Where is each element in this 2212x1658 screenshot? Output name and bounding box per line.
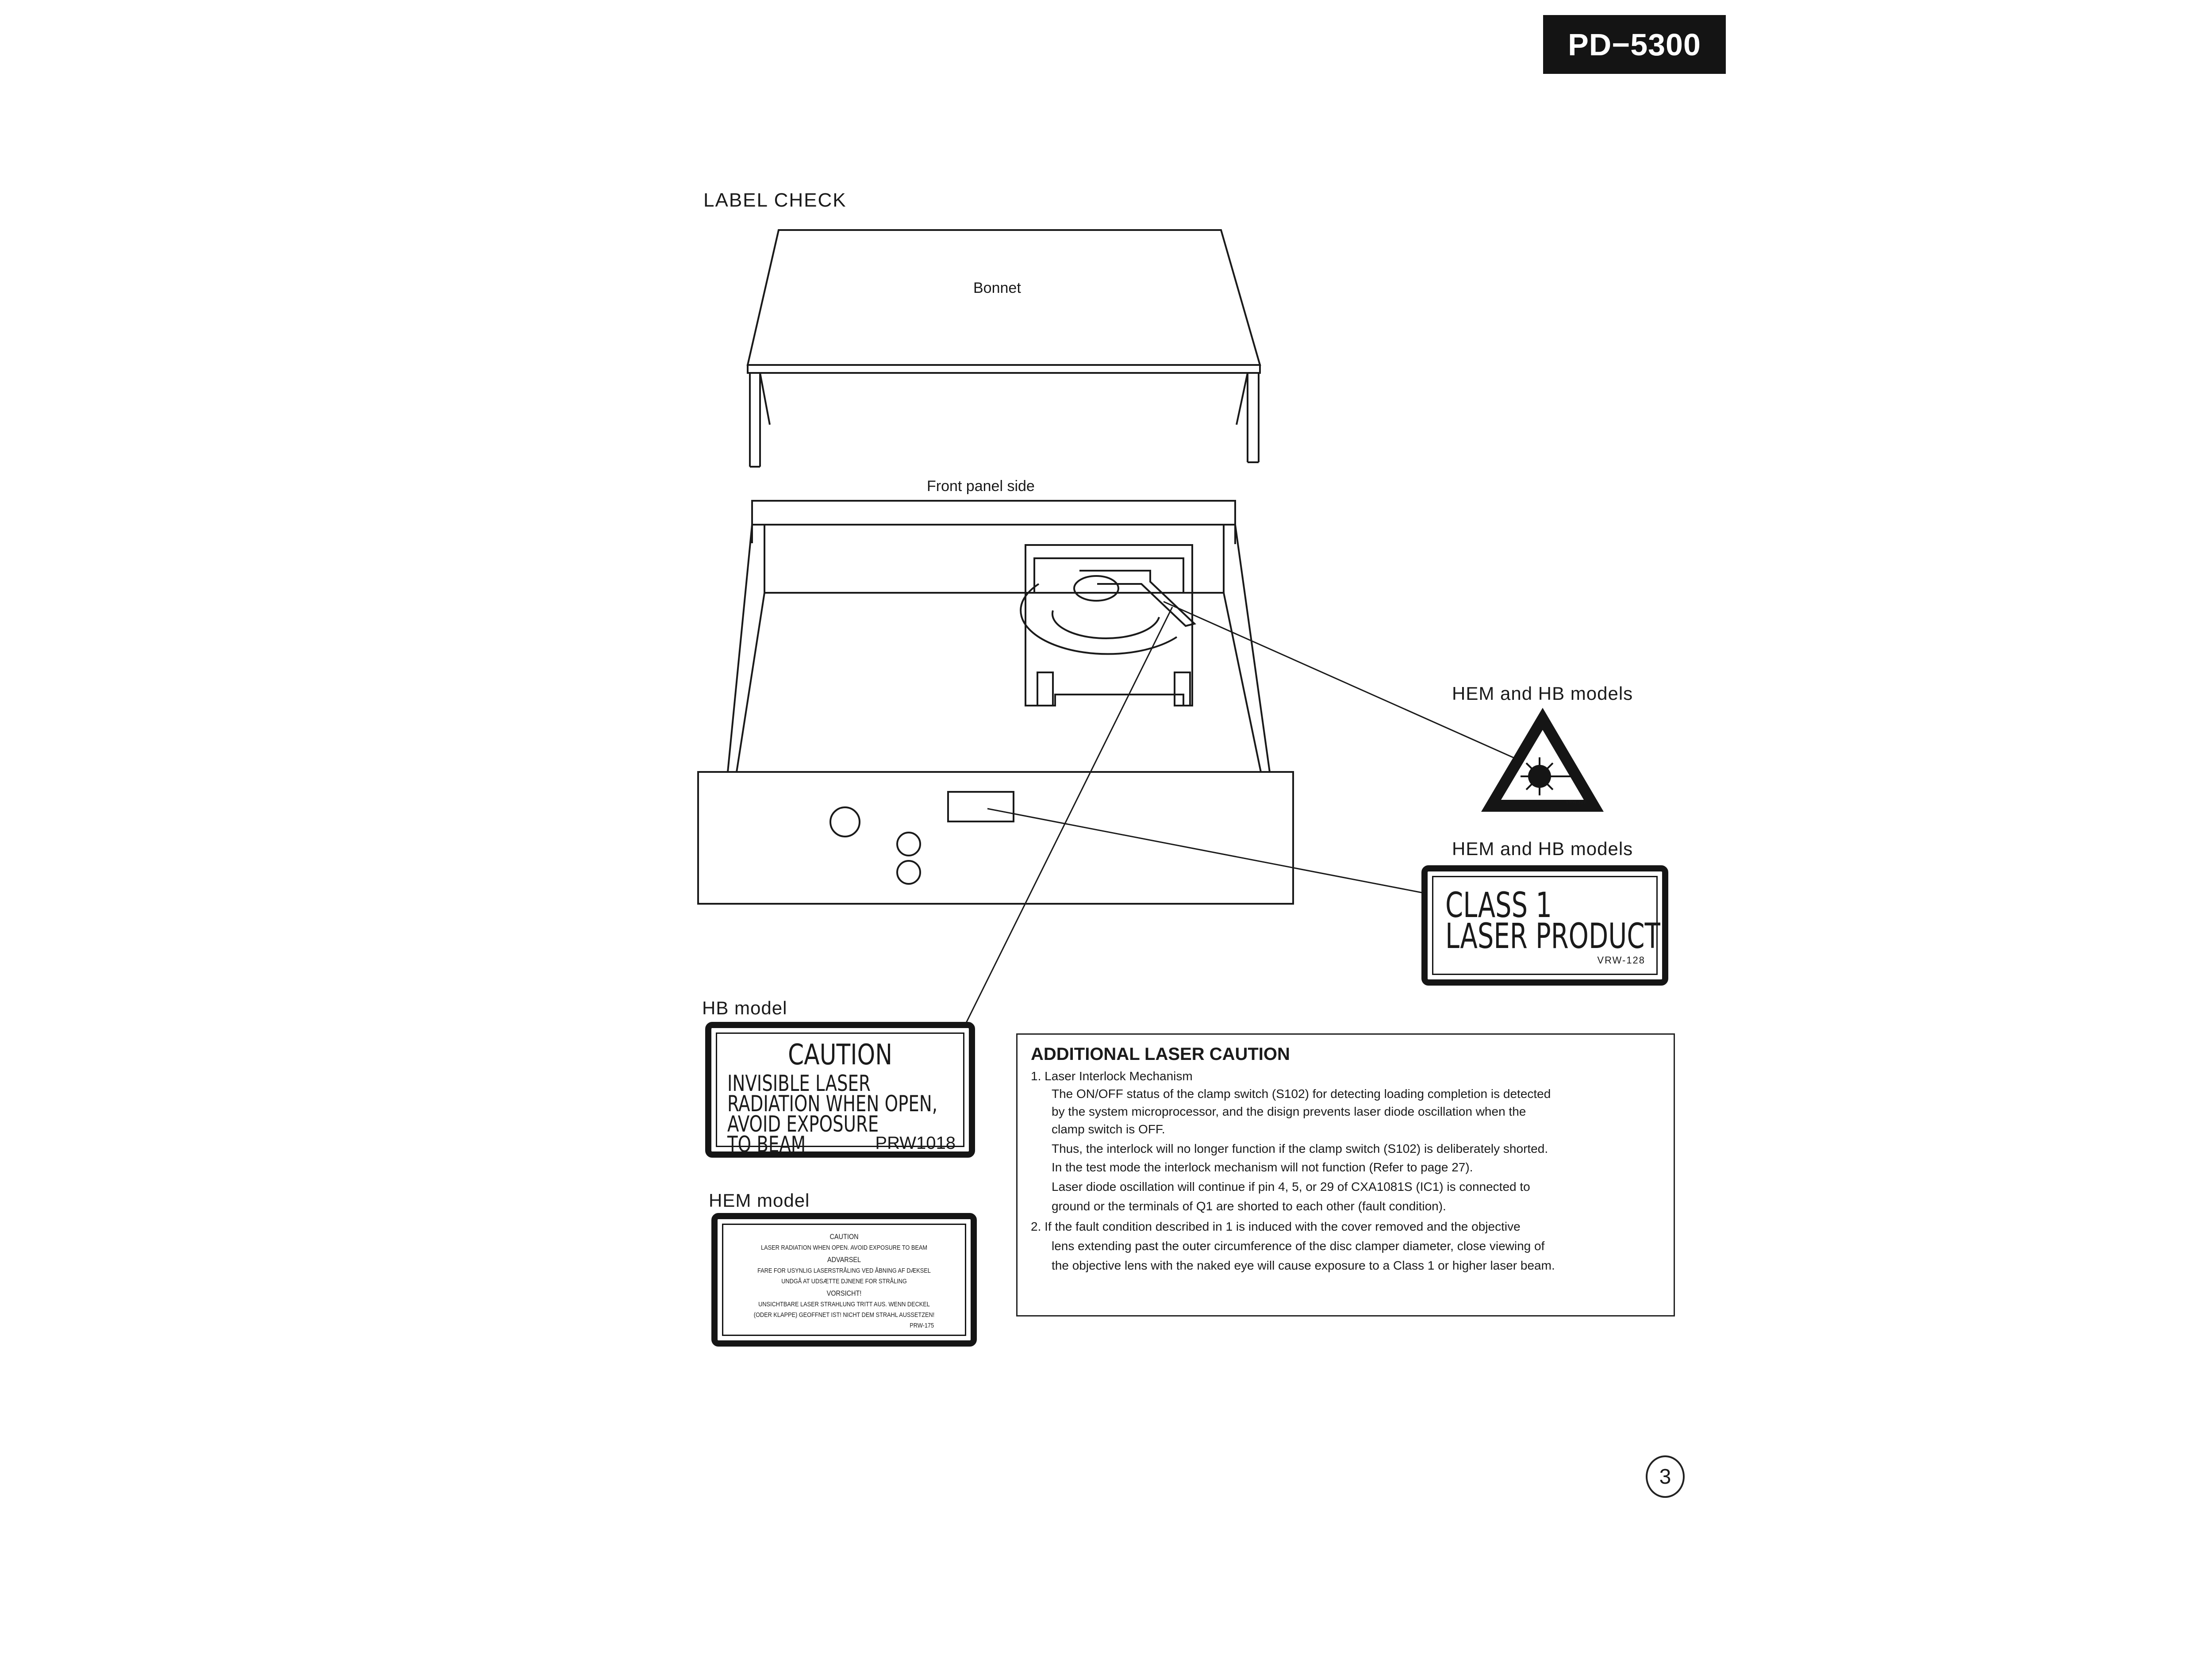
hem-caution-row: ADVARSEL (827, 1255, 861, 1264)
laser-symbol-caption: HEM and HB models (1452, 683, 1633, 704)
caution-text-line: clamp switch is OFF. (1052, 1122, 1165, 1136)
additional-caution-heading: ADDITIONAL LASER CAUTION (1031, 1044, 1290, 1064)
caution-text-line: Thus, the interlock will no longer function if the clamp switch (S102) is deliberately shorted. (1052, 1142, 1548, 1155)
hb-caution-line: AVOID EXPOSURE (727, 1111, 879, 1137)
hb-caution-line: RADIATION WHEN OPEN, (727, 1091, 938, 1117)
item1-title: 1. Laser Interlock Mechanism (1031, 1069, 1193, 1083)
caution-text-line: ground or the terminals of Q1 are shorted to each other (fault condition). (1052, 1199, 1446, 1213)
caution-text-line: In the test mode the interlock mechanism will not function (Refer to page 27). (1052, 1160, 1473, 1174)
additional-laser-caution-box (1016, 1033, 1675, 1316)
caution-text-line: the objective lens with the naked eye will cause exposure to a Class 1 or higher laser beam. (1052, 1259, 1555, 1272)
caution-text-line: 2. If the fault condition described in 1 is induced with the cover removed and the objective (1031, 1220, 1521, 1233)
caution-text-line: lens extending past the outer circumference of the disc clamper diameter, close viewing of (1052, 1239, 1545, 1253)
hem-caution-code: PRW-175 (910, 1322, 934, 1329)
hem-caution-row: CAUTION (830, 1232, 859, 1241)
bonnet-label: Bonnet (973, 280, 1021, 296)
section-title: LABEL CHECK (703, 189, 847, 211)
caution-text-line: by the system microprocessor, and the disign prevents laser diode oscillation when the (1052, 1105, 1526, 1118)
class1-code: VRW-128 (1597, 955, 1645, 966)
hb-model-caption: HB model (702, 998, 787, 1018)
caution-text-line: Laser diode oscillation will continue if pin 4, 5, or 29 of CXA1081S (IC1) is connected to (1052, 1180, 1530, 1194)
hem-caution-row: UNSICHTBARE LASER STRAHLUNG TRITT AUS. WENN DECKEL (758, 1301, 930, 1308)
model-badge: PD−5300 (1543, 15, 1726, 74)
hem-caution-row: UNDGÅ AT UDSÆTTE DJNENE FOR STRÅLING (781, 1278, 907, 1285)
hem-caution-row: FARE FOR USYNLIG LASERSTRÅLING VED ÅBNING AF DÆKSEL (757, 1267, 931, 1274)
hem-caution-row: VORSICHT! (826, 1289, 862, 1297)
front-panel-label: Front panel side (927, 478, 1035, 495)
hem-caution-row: LASER RADIATION WHEN OPEN. AVOID EXPOSURE TO BEAM (761, 1244, 927, 1251)
hb-caution-label (705, 1022, 975, 1158)
hem-model-caption: HEM model (709, 1190, 810, 1211)
class1-caption: HEM and HB models (1452, 838, 1633, 859)
hb-caution-line: INVISIBLE LASER (727, 1071, 871, 1096)
class1-laser-label (1421, 865, 1668, 986)
hb-caution-code: PRW1018 (875, 1133, 956, 1153)
chassis-drawing (698, 501, 1293, 904)
hb-caution-title: CAUTION (787, 1039, 893, 1071)
hem-caution-row: (ODER KLAPPE) GEOFFNET IST! NICHT DEM STRAHL AUSSETZEN! (753, 1311, 935, 1319)
class1-line1: CLASS 1 (1445, 886, 1552, 925)
laser-warning-symbol (1481, 708, 1604, 812)
laser-symbol-code: VRW-129 (1566, 800, 1586, 804)
class1-line2: LASER PRODUCT (1445, 917, 1660, 956)
hb-caution-line: TO BEAM (727, 1132, 806, 1157)
hem-caution-label (711, 1213, 977, 1347)
caution-text-line: The ON/OFF status of the clamp switch (S102) for detecting loading completion is detected (1052, 1087, 1551, 1101)
page-number: 3 (1646, 1455, 1685, 1498)
bonnet-drawing (748, 230, 1260, 467)
